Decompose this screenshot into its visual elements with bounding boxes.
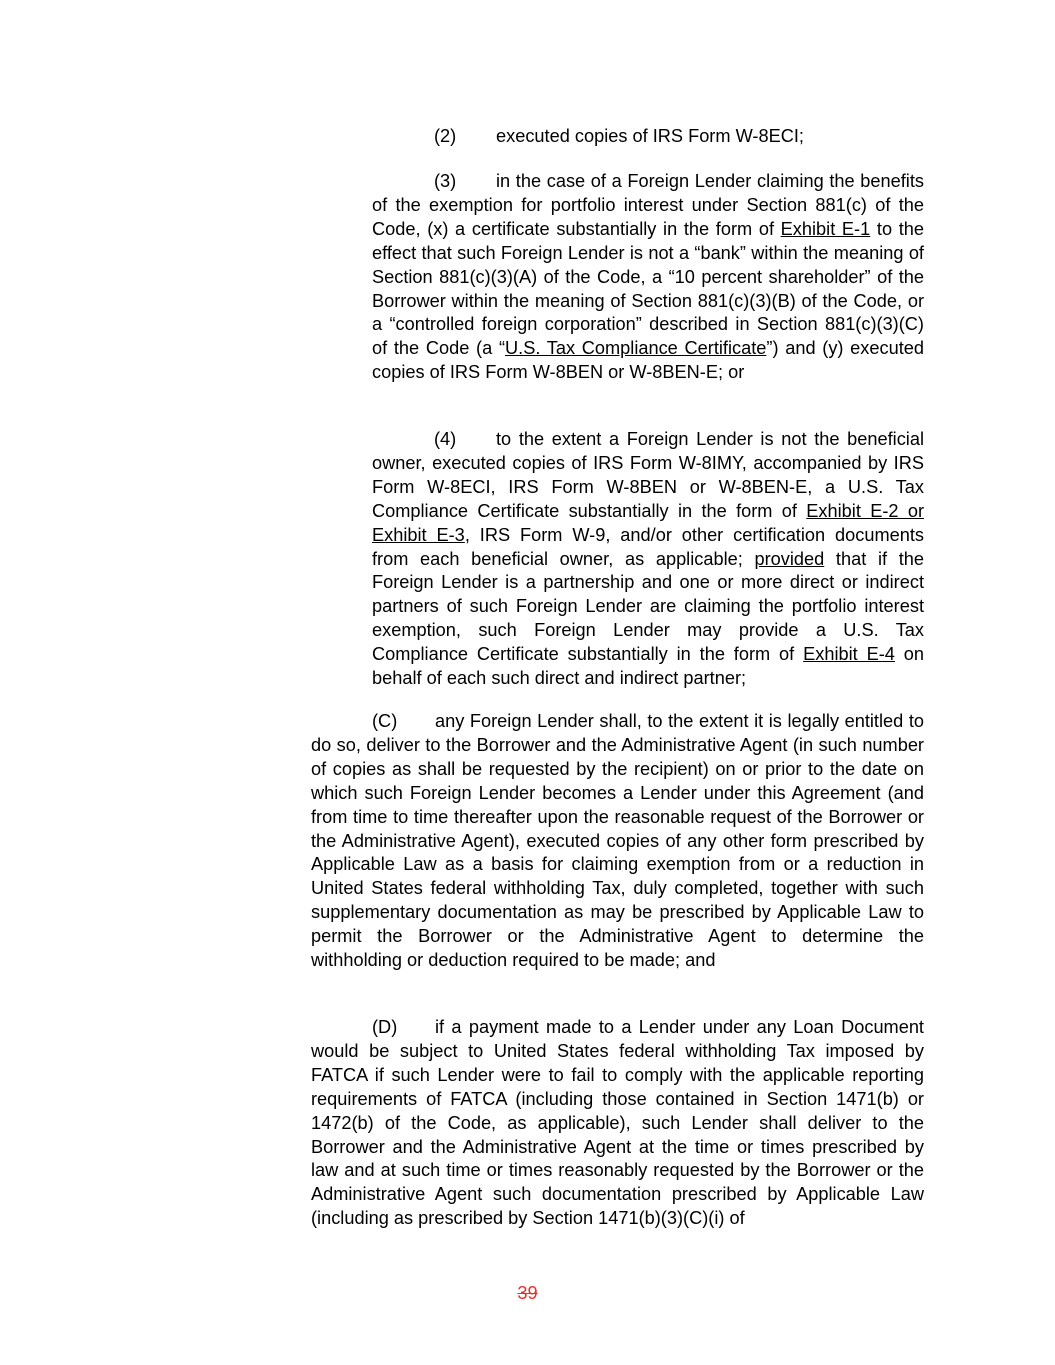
paragraph-text: in the case of a Foreign Lender claiming the benefits of the exemption for portfolio interest under Section 881(c) of the Code, (x) a certificate substantially in the form of xyxy=(372,171,924,239)
paragraph-text: that if the Foreign Lender is a partnership and one or more direct or indirect partners of such Foreign Lender are claiming the portfolio interest exemption, such Foreign Lender may provide a U.S. Tax Compliance Certificate substantially in the form of xyxy=(372,548,924,665)
paragraph-text: any Foreign Lender shall, to the extent it is legally entitled to do so, deliver to the Borrower and the Administrative Agent (in such number of copies as shall be requested by the recipient) on or prior to the date on which such Foreign Lender becomes a Lender under this Agreement (and from time to time thereafter upon the reasonable request of the Borrower or the Administrative Agent), executed copies of any other form prescribed by Applicable Law as a basis for claiming exemption from or a reduction in United States federal withholding Tax, duly completed, together with such supplementary documentation as may be prescribed by Applicable Law to permit the Borrower or the Administrative Agent to determine the withholding or deduction required to be made; and xyxy=(311,711,924,971)
paragraph-d xyxy=(311,1016,924,1231)
paragraph-text: to the extent a Foreign Lender is not the beneficial owner, executed copies of IRS Form W-8IMY, accompanied by IRS Form W-8ECI, IRS Form W-8BEN or W-8BEN-E, a U.S. Tax Compliance Certificate substantially in the form of xyxy=(372,429,924,521)
paragraph-2 xyxy=(434,125,934,149)
tax-certificate-term: U.S. Tax Compliance Certificate xyxy=(505,338,767,359)
paragraph-text: on behalf of each such direct and indirect partner; xyxy=(372,644,924,689)
exhibit-e4-link: Exhibit E-4 xyxy=(803,644,895,665)
exhibit-e2-e3-link: Exhibit E-2 or Exhibit E-3 xyxy=(372,500,925,545)
paragraph-text: executed copies of IRS Form W-8ECI; xyxy=(496,126,804,146)
paragraph-label: (2) xyxy=(434,126,457,146)
paragraph-label: (3) xyxy=(434,171,457,191)
paragraph-label: (D) xyxy=(372,1017,398,1037)
paragraph-text: , IRS Form W-9, and/or other certification documents from each beneficial owner, as applicable; xyxy=(372,524,924,569)
paragraph-text: to the effect that such Foreign Lender is not a “bank” within the meaning of Section 881(c)(3)(A) of the Code, a “10 percent shareholder” of the Borrower within the meaning of Section 881(c)(3)(B) of the Code, or a “controlled foreign corporation” described in Section 881(c)(3)(C) of the Code (a “ xyxy=(372,218,925,359)
provided-term: provided xyxy=(754,548,825,569)
paragraph-4 xyxy=(372,428,924,691)
page-number: 39 xyxy=(517,1283,538,1303)
paragraph-text: if a payment made to a Lender under any Loan Document would be subject to United States federal withholding Tax imposed by FATCA if such Lender were to fail to comply with the applicable reporting requirements of FATCA (including those contained in Section 1471(b) or 1472(b) of the Code, as applicable), such Lender shall deliver to the Borrower and the Administrative Agent at the time or times prescribed by law and at such time or times reasonably requested by the Borrower or the Administrative Agent such documentation prescribed by Applicable Law (including as prescribed by Section 1471(b)(3)(C)(i) of xyxy=(311,1017,924,1229)
exhibit-e1-link: Exhibit E-1 xyxy=(780,218,871,239)
paragraph-c xyxy=(311,710,924,973)
paragraph-label: (4) xyxy=(434,429,457,449)
paragraph-label: (C) xyxy=(372,711,398,731)
paragraph-text: ”) and (y) executed copies of IRS Form W-8BEN or W-8BEN-E; or xyxy=(372,338,924,383)
paragraph-3 xyxy=(372,170,924,385)
